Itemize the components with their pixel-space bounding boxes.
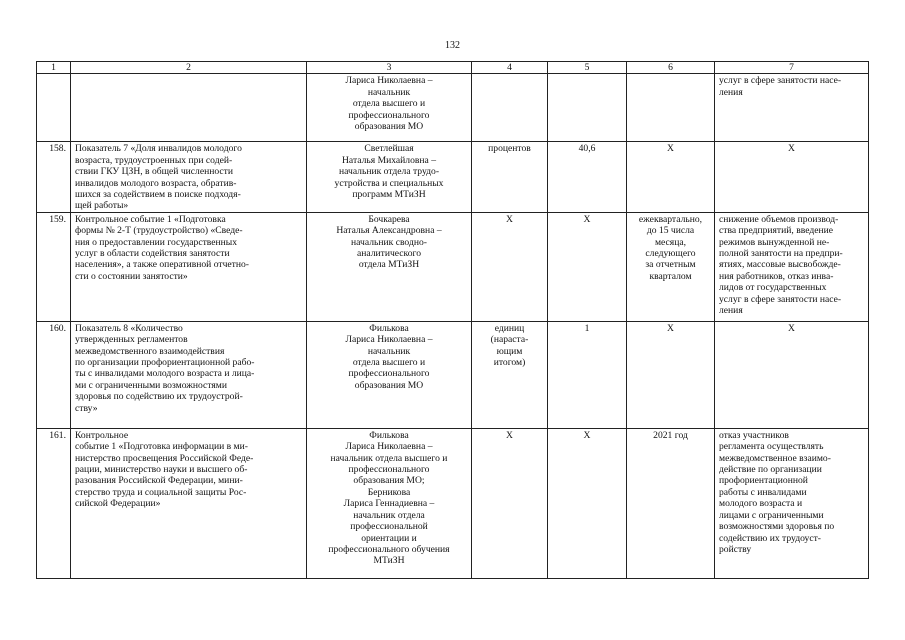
table-row: [37, 321, 869, 428]
text-line: населения», а также оперативной отчетно-: [75, 259, 249, 271]
text-line: возраста, трудоустроенных при содей-: [75, 154, 233, 166]
text-line: профессионального: [348, 464, 430, 476]
text-line: Х: [788, 322, 795, 334]
risks-cell: [715, 321, 869, 428]
risks-cell: [715, 142, 869, 212]
row-number: 161.: [37, 428, 71, 578]
text-line: образования МО: [354, 121, 424, 133]
text-line: Х: [788, 143, 795, 155]
text-line: ления: [719, 305, 743, 317]
text-line: услуг в сфере занятости насе-: [719, 293, 842, 305]
text-line: по организации профориентационной рабо-: [75, 357, 255, 369]
text-line: ния работников, отказ инва-: [719, 270, 834, 282]
text-line: начальник отдела: [353, 509, 425, 521]
text-line: устройства и специальных: [334, 177, 444, 189]
unit-cell: [472, 142, 548, 212]
value-cell: [548, 321, 627, 428]
text-line: ствии ГКУ ЦЗН, в общей численности: [75, 166, 233, 178]
text-line: возможностями здоровья по: [719, 521, 835, 533]
measures-table: [36, 61, 869, 579]
text-line: снижение объемов производ-: [719, 213, 839, 225]
text-line: Филькова: [369, 429, 409, 441]
text-line: сийской Федерации»: [75, 498, 161, 510]
column-header: 4: [472, 62, 548, 74]
text-line: ориентации и: [361, 532, 417, 544]
text-line: Х: [506, 213, 513, 225]
text-line: инвалидов молодого возраста, обратив-: [75, 177, 237, 189]
text-line: ты с инвалидами молодого возраста и лица-: [75, 368, 255, 380]
table-row: [37, 212, 869, 321]
text-line: стерство труда и социальной защиты Рос-: [75, 486, 247, 498]
text-line: Лариса Николаевна –: [345, 441, 433, 453]
text-line: здоровья по содействию их трудоустрой-: [75, 391, 243, 403]
row-number: 158.: [37, 142, 71, 212]
deadline-cell: [627, 428, 715, 578]
column-header: 3: [307, 62, 472, 74]
text-line: Х: [667, 143, 674, 155]
text-line: начальник: [367, 345, 411, 357]
text-line: до 15 числа: [646, 225, 695, 237]
text-line: межведомственное взаимо-: [719, 452, 831, 464]
text-line: программ МТиЗН: [352, 189, 426, 201]
text-line: Показатель 8 «Количество: [75, 322, 183, 334]
text-line: услуг в сфере занятости насе-: [719, 75, 842, 87]
text-line: ству»: [75, 402, 98, 414]
text-line: отдела высшего и: [352, 98, 426, 110]
unit-cell: [472, 74, 548, 142]
text-line: ройству: [719, 543, 752, 555]
column-header: 7: [715, 62, 869, 74]
text-line: Лариса Николаевна –: [345, 334, 433, 346]
indicator-cell: [71, 74, 307, 142]
risks-cell: [715, 428, 869, 578]
text-line: ния о предоставлении государственных: [75, 236, 238, 248]
text-line: событие 1 «Подготовка информации в ми-: [75, 441, 248, 453]
text-line: Х: [583, 213, 591, 225]
text-line: Контрольное событие 1 «Подготовка: [75, 213, 226, 225]
text-line: профессионального: [348, 109, 430, 121]
table-row: [37, 142, 869, 212]
text-line: отказ участников: [719, 429, 789, 441]
deadline-cell: [627, 212, 715, 321]
text-line: нистерство просвещения Российской Феде-: [75, 452, 254, 464]
text-line: Х: [667, 322, 674, 334]
row-number: 159.: [37, 212, 71, 321]
unit-cell: [472, 428, 548, 578]
table-row: [37, 428, 869, 578]
text-line: сти о состоянии занятости»: [75, 270, 188, 282]
row-number: 160.: [37, 321, 71, 428]
column-header: 1: [37, 62, 71, 74]
column-header: 6: [627, 62, 715, 74]
text-line: аналитического: [356, 248, 422, 260]
text-line: услуг в области содействия занятости: [75, 248, 230, 260]
text-line: утвержденных регламентов: [75, 334, 188, 346]
text-line: разования Российской Федерации, мини-: [75, 475, 243, 487]
indicator-cell: [71, 428, 307, 578]
text-line: режимов вынужденной не-: [719, 236, 830, 248]
value-cell: [548, 74, 627, 142]
text-line: Берникова: [367, 486, 411, 498]
responsible-cell: [307, 212, 472, 321]
row-number: [37, 74, 71, 142]
text-line: Х: [506, 429, 513, 441]
text-line: ства предприятий, введение: [719, 225, 833, 237]
risks-cell: [715, 74, 869, 142]
value-cell: [548, 428, 627, 578]
text-line: действие по организации: [719, 464, 822, 476]
text-line: ления: [719, 86, 743, 98]
text-line: 2021 год: [653, 429, 688, 441]
unit-cell: [472, 321, 548, 428]
text-line: начальник сводно-: [351, 236, 427, 248]
text-line: формы № 2-Т (трудоустройство) «Сведе-: [75, 225, 243, 237]
column-number-row: [37, 62, 869, 74]
text-line: ющим: [496, 345, 523, 357]
text-line: (нараста-: [490, 334, 529, 346]
text-line: Наталья Михайловна –: [342, 154, 436, 166]
text-line: межведомственного взаимодействия: [75, 345, 225, 357]
text-line: шихся за содействием в поиске подходя-: [75, 189, 241, 201]
text-line: 1: [584, 322, 590, 334]
deadline-cell: [627, 74, 715, 142]
text-line: профориентационной: [719, 475, 808, 487]
unit-cell: [472, 212, 548, 321]
table-row: [37, 74, 869, 142]
text-line: Филькова: [369, 322, 409, 334]
text-line: полной занятости на предпри-: [719, 248, 843, 260]
text-line: Контрольное: [75, 429, 129, 441]
text-line: следующего: [645, 248, 696, 260]
indicator-cell: [71, 142, 307, 212]
text-line: щей работы»: [75, 200, 129, 212]
text-line: процентов: [488, 143, 531, 155]
responsible-cell: [307, 321, 472, 428]
text-line: профессионального обучения: [328, 543, 450, 555]
text-line: ятиях, массовые высвобожде-: [719, 259, 841, 271]
indicator-cell: [71, 212, 307, 321]
deadline-cell: [627, 321, 715, 428]
text-line: МТиЗН: [373, 555, 405, 567]
text-line: ежеквартально,: [638, 213, 703, 225]
text-line: содействию их трудоуст-: [719, 532, 821, 544]
text-line: Светлейшая: [364, 143, 414, 155]
text-line: итогом): [493, 357, 526, 369]
text-line: месяца,: [654, 236, 687, 248]
text-line: Показатель 7 «Доля инвалидов молодого: [75, 143, 242, 155]
column-header: 2: [71, 62, 307, 74]
text-line: 40,6: [578, 143, 596, 155]
text-line: регламента осуществлять: [719, 441, 824, 453]
text-line: профессионального: [348, 368, 430, 380]
column-header: 5: [548, 62, 627, 74]
text-line: Бочкарева: [368, 213, 410, 225]
value-cell: [548, 142, 627, 212]
text-line: Лариса Геннадиевна –: [343, 498, 435, 510]
deadline-cell: [627, 142, 715, 212]
text-line: рации, министерство науки и высшего об-: [75, 464, 248, 476]
text-line: единиц: [494, 322, 525, 334]
text-line: отдела МТиЗН: [358, 259, 420, 271]
text-line: Лариса Николаевна –: [345, 75, 433, 87]
text-line: начальник отдела высшего и: [330, 452, 448, 464]
risks-cell: [715, 212, 869, 321]
text-line: Х: [583, 429, 591, 441]
text-line: начальник: [367, 86, 411, 98]
text-line: образования МО: [354, 379, 424, 391]
page-number: 132: [445, 40, 460, 51]
text-line: образования МО;: [353, 475, 425, 487]
text-line: лицами с ограниченными: [719, 509, 824, 521]
text-line: кварталом: [649, 270, 692, 282]
responsible-cell: [307, 74, 472, 142]
text-line: Наталья Александровна –: [336, 225, 442, 237]
indicator-cell: [71, 321, 307, 428]
text-line: ми с ограниченными возможностями: [75, 379, 228, 391]
text-line: отдела высшего и: [352, 357, 426, 369]
text-line: за отчетным: [645, 259, 696, 271]
text-line: молодого возраста и: [719, 498, 803, 510]
text-line: начальник отдела трудо-: [338, 166, 440, 178]
text-line: работы с инвалидами: [719, 486, 807, 498]
text-line: лидов от государственных: [719, 282, 827, 294]
responsible-cell: [307, 142, 472, 212]
value-cell: [548, 212, 627, 321]
responsible-cell: [307, 428, 472, 578]
text-line: профессиональной: [350, 521, 428, 533]
